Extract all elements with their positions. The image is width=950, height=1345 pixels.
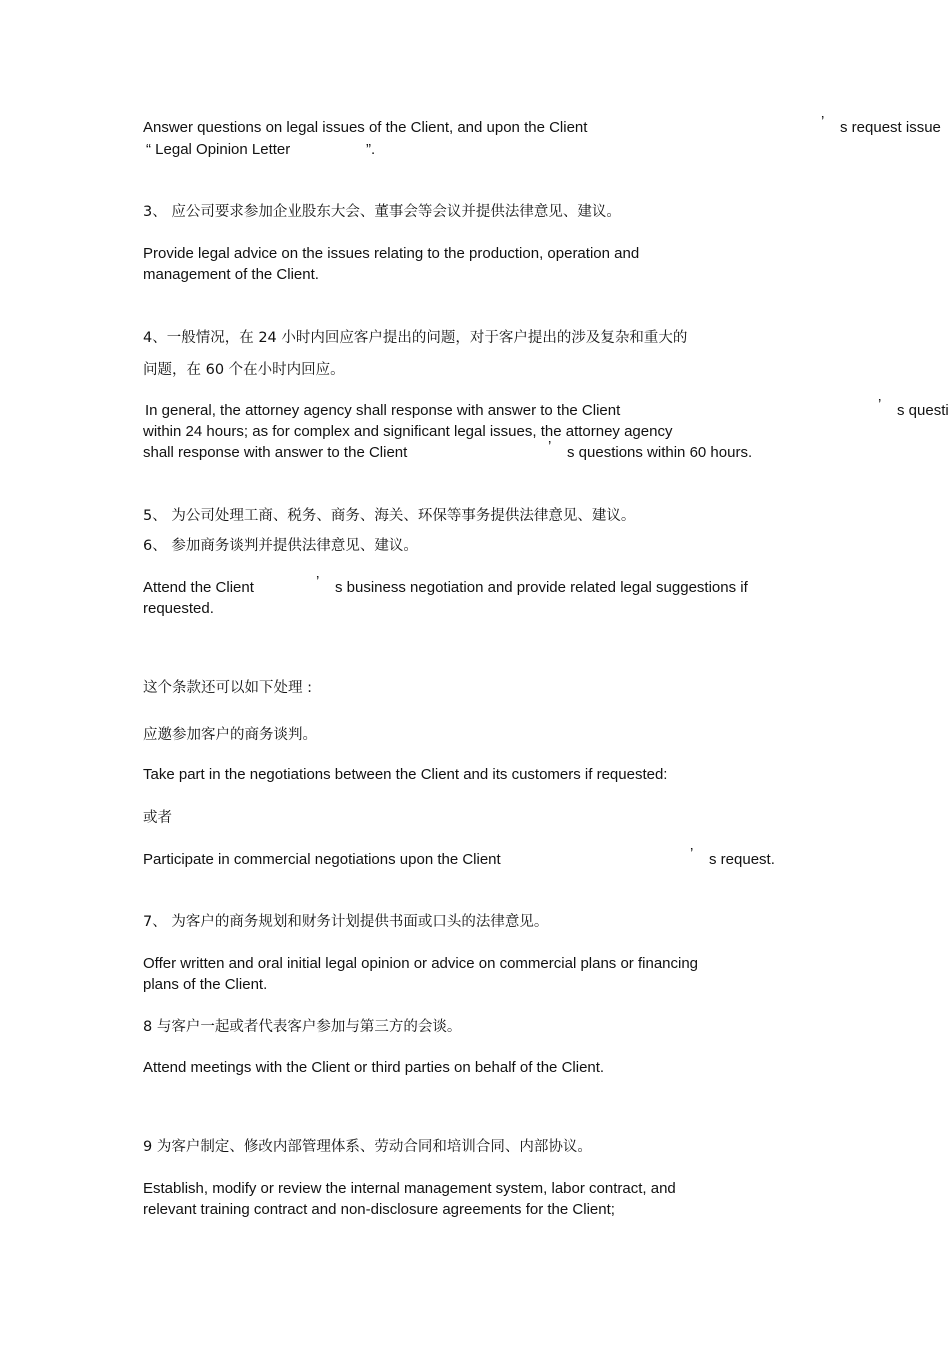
clause-4: 4、一般情况，在 24 小时内回应客户提出的问题，对于客户提出的涉及复杂和重大的 [143, 330, 688, 346]
text-line: Attend the Client [143, 579, 254, 596]
clause-7: 7、 为客户的商务规划和财务计划提供书面或口头的法律意见。 [143, 914, 549, 930]
text-line: shall response with answer to the Client [143, 444, 408, 461]
text-line: plans of the Client. [143, 976, 268, 993]
clause-8: 8 与客户一起或者代表客户参加与第三方的会谈。 [143, 1019, 462, 1035]
text-line: In general, the attorney agency shall response with answer to the Client [145, 402, 621, 419]
text-line: management of the Client. [143, 266, 319, 283]
text-line: Establish, modify or review the internal management system, labor contract, and [143, 1180, 676, 1197]
text-line: “ Legal Opinion Letter [146, 141, 291, 158]
text-line: 应邀参加客户的商务谈判。 [143, 727, 317, 743]
clause-5: 5、 为公司处理工商、税务、商务、海关、环保等事务提供法律意见、建议。 [143, 508, 636, 524]
text-line: 这个条款还可以如下处理 : [143, 680, 312, 696]
text-line: Attend meetings with the Client or third parties on behalf of the Client. [143, 1059, 605, 1076]
text-line: Provide legal advice on the issues relating to the production, operation and [143, 245, 640, 262]
text-line: s business negotiation and provide related legal suggestions if [335, 579, 748, 596]
apostrophe: ’ [316, 573, 320, 590]
text-line: s request. [709, 851, 775, 868]
clause-9: 9 为客户制定、修改内部管理体系、劳动合同和培训合同、内部协议。 [143, 1139, 592, 1155]
text-line: Offer written and oral initial legal opinion or advice on commercial plans or financing [143, 955, 699, 972]
text-line: Answer questions on legal issues of the Client, and upon the Client [143, 119, 588, 136]
clause-6: 6、 参加商务谈判并提供法律意见、建议。 [143, 538, 418, 554]
text-line: relevant training contract and non-disclosure agreements for the Client; [143, 1201, 615, 1218]
text-line: requested. [143, 600, 214, 617]
text-line: s questi [897, 402, 949, 419]
apostrophe: ’ [548, 438, 552, 455]
text-line: s request issue [840, 119, 941, 136]
apostrophe: ’ [690, 845, 694, 862]
text-line: 或者 [143, 810, 172, 826]
text-line: 问题，在 60 个在小时内回应。 [143, 362, 345, 378]
text-line: ”. [366, 141, 376, 158]
text-line: within 24 hours; as for complex and significant legal issues, the attorney agency [143, 423, 673, 440]
text-line: Participate in commercial negotiations upon the Client [143, 851, 501, 868]
text-line: Take part in the negotiations between the Client and its customers if requested: [143, 766, 668, 783]
text-line: s questions within 60 hours. [567, 444, 753, 461]
apostrophe: ’ [821, 113, 825, 130]
clause-3: 3、 应公司要求参加企业股东大会、董事会等会议并提供法律意见、建议。 [143, 204, 621, 220]
apostrophe: ’ [878, 396, 882, 413]
